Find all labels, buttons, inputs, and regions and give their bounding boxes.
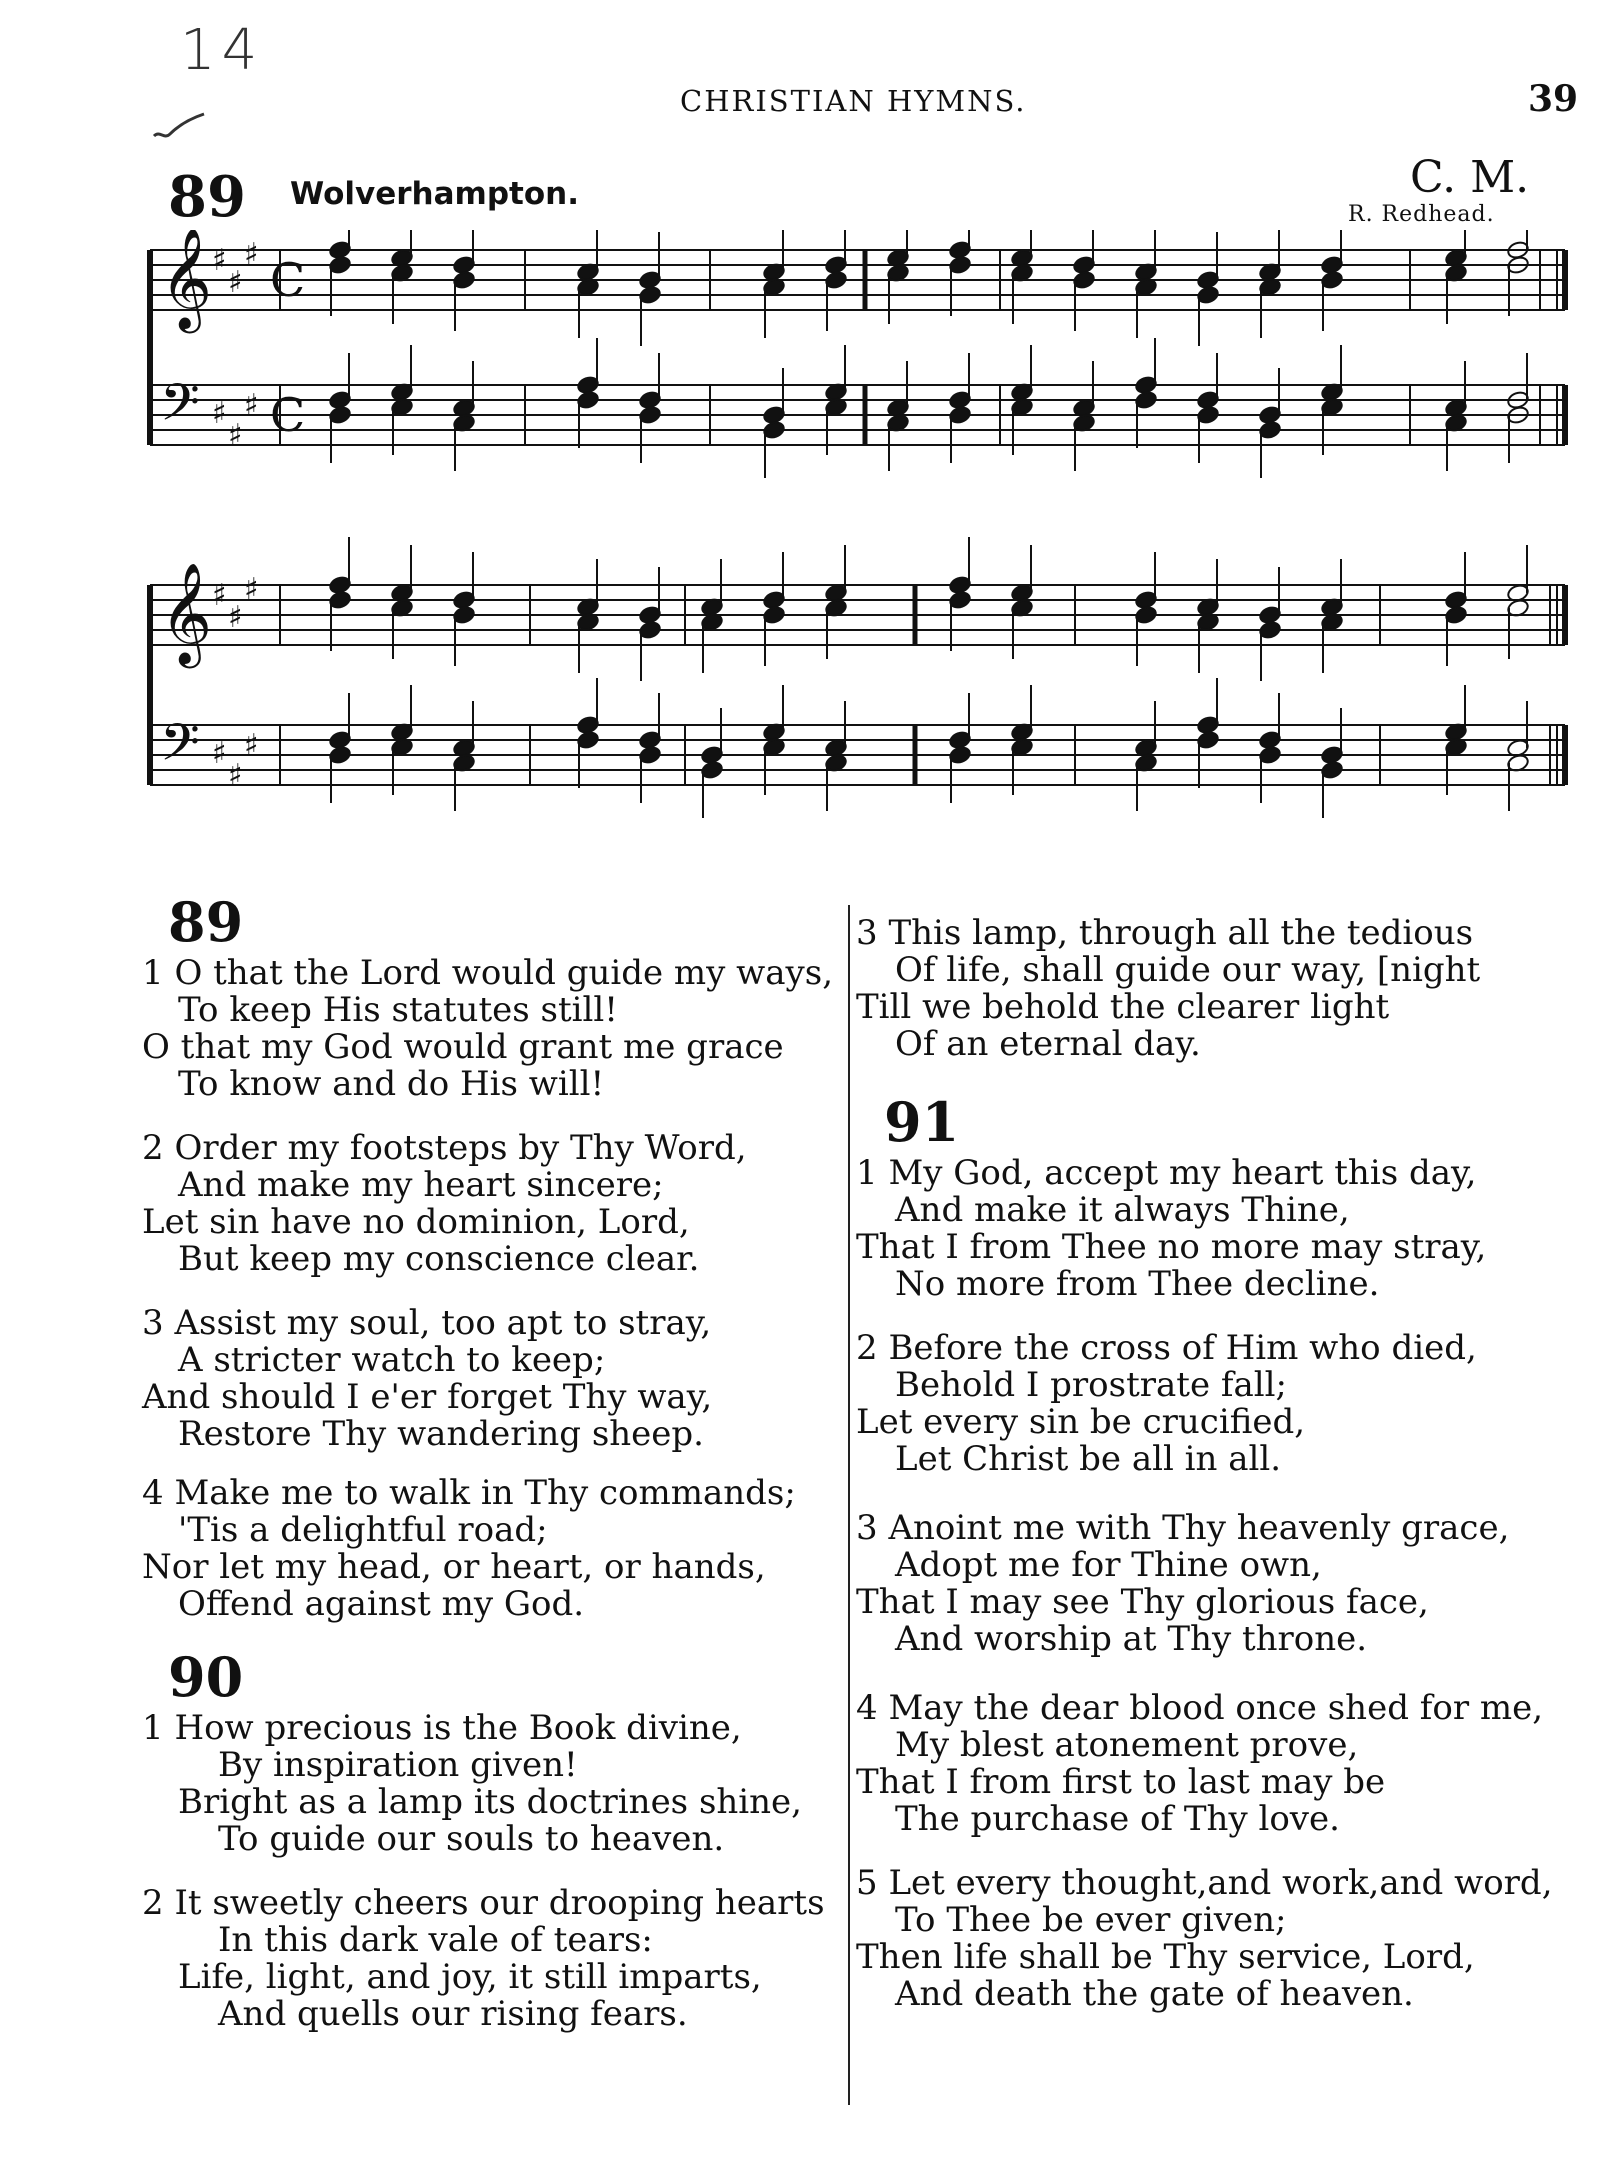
- verse-line: 1 My God, accept my heart this day,: [856, 1153, 1477, 1193]
- verse-line: 2 It sweetly cheers our drooping hearts: [142, 1883, 825, 1923]
- verse-line: And make my heart sincere;: [178, 1165, 664, 1205]
- verse-line: To guide our souls to heaven.: [218, 1819, 725, 1859]
- verse-line: Behold I prostrate fall;: [895, 1365, 1287, 1405]
- column-divider: [848, 905, 850, 2105]
- running-head: CHRISTIAN HYMNS.: [680, 84, 1027, 118]
- verse-line: And quells our rising fears.: [218, 1994, 688, 2034]
- verse-line: To know and do His will!: [178, 1064, 605, 1104]
- verse-line: That I may see Thy glorious face,: [856, 1582, 1429, 1622]
- verse-line: And death the gate of heaven.: [895, 1974, 1414, 2014]
- verse-line: Of life, shall guide our way, [night: [895, 950, 1481, 990]
- verse-line: Till we behold the clearer light: [856, 987, 1390, 1027]
- verse-line: 4 May the dear blood once shed for me,: [856, 1688, 1544, 1728]
- verse-line: 4 Make me to walk in Thy commands;: [142, 1473, 796, 1513]
- verse-line: In this dark vale of tears:: [218, 1920, 653, 1960]
- treble-clef-icon: 𝄞: [160, 230, 213, 329]
- verse-line: 2 Before the cross of Him who died,: [856, 1328, 1477, 1368]
- verse-line: No more from Thee decline.: [895, 1264, 1380, 1304]
- verse-line: Nor let my head, or heart, or hands,: [142, 1547, 766, 1587]
- verse-line: 3 Assist my soul, too apt to stray,: [142, 1303, 712, 1343]
- verse-line: To keep His statutes still!: [178, 990, 618, 1030]
- verse-line: And make it always Thine,: [895, 1190, 1350, 1230]
- hymn-number: 89: [168, 890, 244, 954]
- verse-line: 2 Order my footsteps by Thy Word,: [142, 1128, 747, 1168]
- sharp-icon: ♯: [228, 418, 243, 453]
- bass-clef-icon: 𝄢: [160, 372, 200, 445]
- verse-line: And should I e'er forget Thy way,: [142, 1377, 713, 1417]
- tune-composer: R. Redhead.: [1348, 202, 1495, 227]
- treble-clef-icon: 𝄞: [160, 561, 213, 664]
- verse-line: That I from first to last may be: [856, 1762, 1386, 1802]
- verse-line: But keep my conscience clear.: [178, 1239, 700, 1279]
- tune-meter: C. M.: [1410, 152, 1530, 203]
- sharp-icon: ♯: [212, 736, 227, 771]
- common-time-icon: C: [270, 253, 306, 307]
- verse-line: To Thee be ever given;: [895, 1900, 1287, 1940]
- sharp-icon: ♯: [228, 758, 243, 793]
- verse-line: 3 Anoint me with Thy heavenly grace,: [856, 1508, 1510, 1548]
- sharp-icon: ♯: [244, 572, 259, 607]
- sharp-icon: ♯: [212, 396, 227, 431]
- sharp-icon: ♯: [244, 728, 259, 763]
- verse-line: Offend against my God.: [178, 1584, 585, 1624]
- verse-line: Adopt me for Thine own,: [895, 1545, 1322, 1585]
- verse-line: My blest atonement prove,: [895, 1725, 1359, 1765]
- pencil-check-mark-icon: [150, 110, 206, 144]
- verse-line: 'Tis a delightful road;: [178, 1510, 548, 1550]
- verse-line: Restore Thy wandering sheep.: [178, 1414, 704, 1454]
- verse-line: 1 How precious is the Book divine,: [142, 1708, 742, 1748]
- verse-line: And worship at Thy throne.: [895, 1619, 1368, 1659]
- verse-line: Then life shall be Thy service, Lord,: [856, 1937, 1475, 1977]
- sharp-icon: ♯: [244, 237, 259, 272]
- tune-number: 89: [168, 164, 246, 230]
- tune-name: Wolverhampton.: [290, 176, 579, 212]
- verse-line: That I from Thee no more may stray,: [856, 1227, 1487, 1267]
- verse-line: Of an eternal day.: [895, 1024, 1201, 1064]
- verse-line: Life, light, and joy, it still imparts,: [178, 1957, 762, 1997]
- verse-line: A stricter watch to keep;: [178, 1340, 606, 1380]
- sharp-icon: ♯: [244, 388, 259, 423]
- common-time-icon: C: [270, 388, 306, 442]
- bass-clef-icon: 𝄢: [160, 712, 200, 785]
- hymn-number: 91: [884, 1090, 960, 1154]
- verse-line: 1 O that the Lord would guide my ways,: [142, 953, 834, 993]
- handwritten-page-note: 14: [180, 18, 264, 83]
- sharp-icon: ♯: [228, 265, 243, 300]
- page-number: 39: [1528, 78, 1579, 120]
- sharp-icon: ♯: [212, 578, 227, 613]
- verse-line: The purchase of Thy love.: [895, 1799, 1340, 1839]
- music-score: [140, 230, 1580, 890]
- verse-line: Bright as a lamp its doctrines shine,: [178, 1782, 802, 1822]
- verse-line: Let Christ be all in all.: [895, 1439, 1282, 1479]
- verse-line: O that my God would grant me grace: [142, 1027, 784, 1067]
- verse-line: 5 Let every thought,and work,and word,: [856, 1863, 1553, 1903]
- sharp-icon: ♯: [228, 600, 243, 635]
- verse-line: Let sin have no dominion, Lord,: [142, 1202, 690, 1242]
- verse-line: 3 This lamp, through all the tedious: [856, 913, 1474, 953]
- verse-line: By inspiration given!: [218, 1745, 578, 1785]
- sharp-icon: ♯: [212, 243, 227, 278]
- hymn-number: 90: [168, 1645, 244, 1709]
- verse-line: Let every sin be crucified,: [856, 1402, 1306, 1442]
